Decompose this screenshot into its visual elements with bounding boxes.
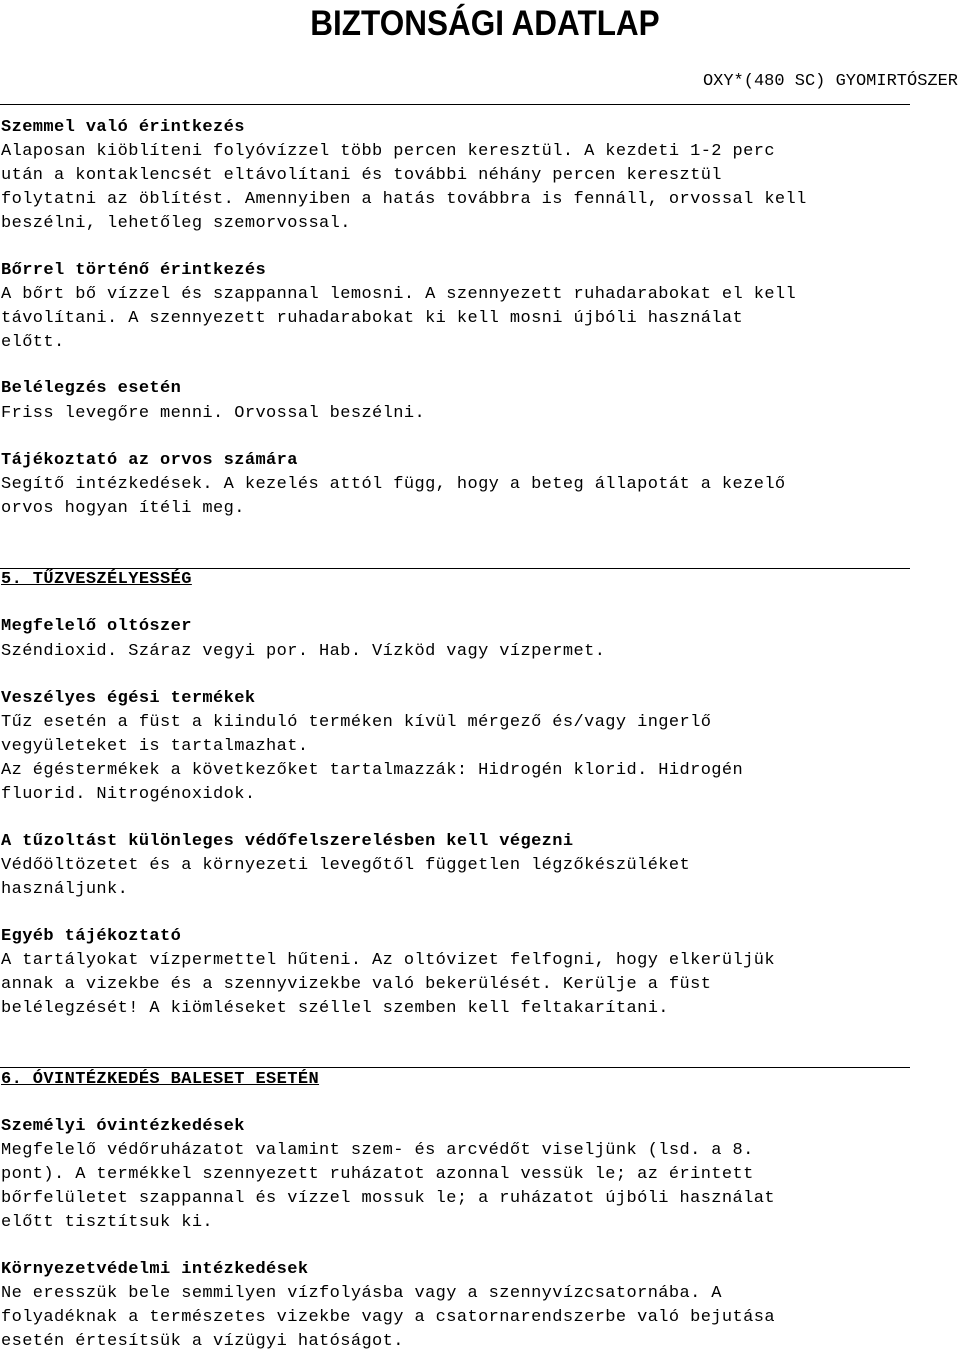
personal-precautions-heading: Személyi óvintézkedések xyxy=(1,1117,245,1136)
other-info-line: annak a vizekbe és a szennyvizekbe való bekerülését. Kerülje a füst xyxy=(1,975,712,994)
skin-contact-line: távolítani. A szennyezett ruhadarabokat ki kell mosni újbóli használat xyxy=(1,309,744,328)
eye-contact-line: folytatni az öblítést. Amennyiben a hatás továbbra is fennáll, orvossal kell xyxy=(1,190,807,209)
doctor-info-line: Segítő intézkedések. A kezelés attól függ, hogy a beteg állapotát a kezelő xyxy=(1,475,786,494)
skin-contact-heading: Bőrrel történő érintkezés xyxy=(1,261,267,280)
combustion-line: vegyületeket is tartalmazhat. xyxy=(1,737,309,756)
extinguisher-heading: Megfelelő oltószer xyxy=(1,617,192,636)
other-info-heading: Egyéb tájékoztató xyxy=(1,927,182,946)
other-info-line: belélegzését! A kiömléseket széllel szemben kell feltakarítani. xyxy=(1,999,669,1018)
extinguisher-line: Széndioxid. Száraz vegyi por. Hab. Vízköd vagy vízpermet. xyxy=(1,642,606,661)
other-info-line: A tartályokat vízpermettel hűteni. Az oltóvizet felfogni, hogy elkerüljük xyxy=(1,951,775,970)
personal-precautions-line: előtt tisztítsuk ki. xyxy=(1,1213,214,1232)
doctor-info-heading: Tájékoztató az orvos számára xyxy=(1,451,298,470)
environmental-line: folyadéknak a természetes vizekbe vagy a csatornarendszerbe való bejutása xyxy=(1,1308,775,1327)
personal-precautions-line: Megfelelő védőruházatot valamint szem- és arcvédőt viseljünk (lsd. a 8. xyxy=(1,1141,754,1160)
environmental-line: Ne eresszük bele semmilyen vízfolyásba vagy a szennyvízcsatornába. A xyxy=(1,1284,722,1303)
eye-contact-line: Alaposan kiöblíteni folyóvízzel több percen keresztül. A kezdeti 1-2 perc xyxy=(1,142,775,161)
protective-equipment-heading: A tűzoltást különleges védőfelszerelésben kell végezni xyxy=(1,832,574,851)
header-divider xyxy=(0,104,910,105)
eye-contact-line: után a kontaklencsét eltávolítani és további néhány percen keresztül xyxy=(1,166,722,185)
eye-contact-heading: Szemmel való érintkezés xyxy=(1,118,245,137)
personal-precautions-line: bőrfelületet szappannal és vízzel mossuk le; a ruházatot újbóli használat xyxy=(1,1189,775,1208)
product-name: OXY*(480 SC) GYOMIRTÓSZER xyxy=(702,72,958,91)
doctor-info-line: orvos hogyan ítéli meg. xyxy=(1,499,245,518)
environmental-line: esetén értesítsük a vízügyi hatóságot. xyxy=(1,1332,404,1351)
inhalation-line: Friss levegőre menni. Orvossal beszélni. xyxy=(1,404,426,423)
inhalation-heading: Belélegzés esetén xyxy=(1,379,182,398)
combustion-line: fluorid. Nitrogénoxidok. xyxy=(1,785,256,804)
protective-equipment-line: Védőöltözetet és a környezeti levegőtől független légzőkészüléket xyxy=(1,856,691,875)
combustion-line: Tűz esetén a füst a kiinduló terméken kívül mérgező és/vagy ingerlő xyxy=(1,713,712,732)
combustion-line: Az égéstermékek a következőket tartalmazzák: Hidrogén klorid. Hidrogén xyxy=(1,761,744,780)
protective-equipment-line: használjunk. xyxy=(1,880,129,899)
combustion-heading: Veszélyes égési termékek xyxy=(1,689,256,708)
eye-contact-line: beszélni, lehetőleg szemorvossal. xyxy=(1,214,351,233)
skin-contact-line: A bőrt bő vízzel és szappannal lemosni. A szennyezett ruhadarabokat el kell xyxy=(1,285,797,304)
personal-precautions-line: pont). A termékkel szennyezett ruházatot azonnal vessük le; az érintett xyxy=(1,1165,754,1184)
section-5-title: 5. TŰZVESZÉLYESSÉG xyxy=(1,570,192,589)
skin-contact-line: előtt. xyxy=(1,333,65,352)
environmental-heading: Környezetvédelmi intézkedések xyxy=(1,1260,309,1279)
section-6-title: 6. ÓVINTÉZKEDÉS BALESET ESETÉN xyxy=(1,1070,320,1089)
page-title: BIZTONSÁGI ADATLAP xyxy=(310,4,660,43)
